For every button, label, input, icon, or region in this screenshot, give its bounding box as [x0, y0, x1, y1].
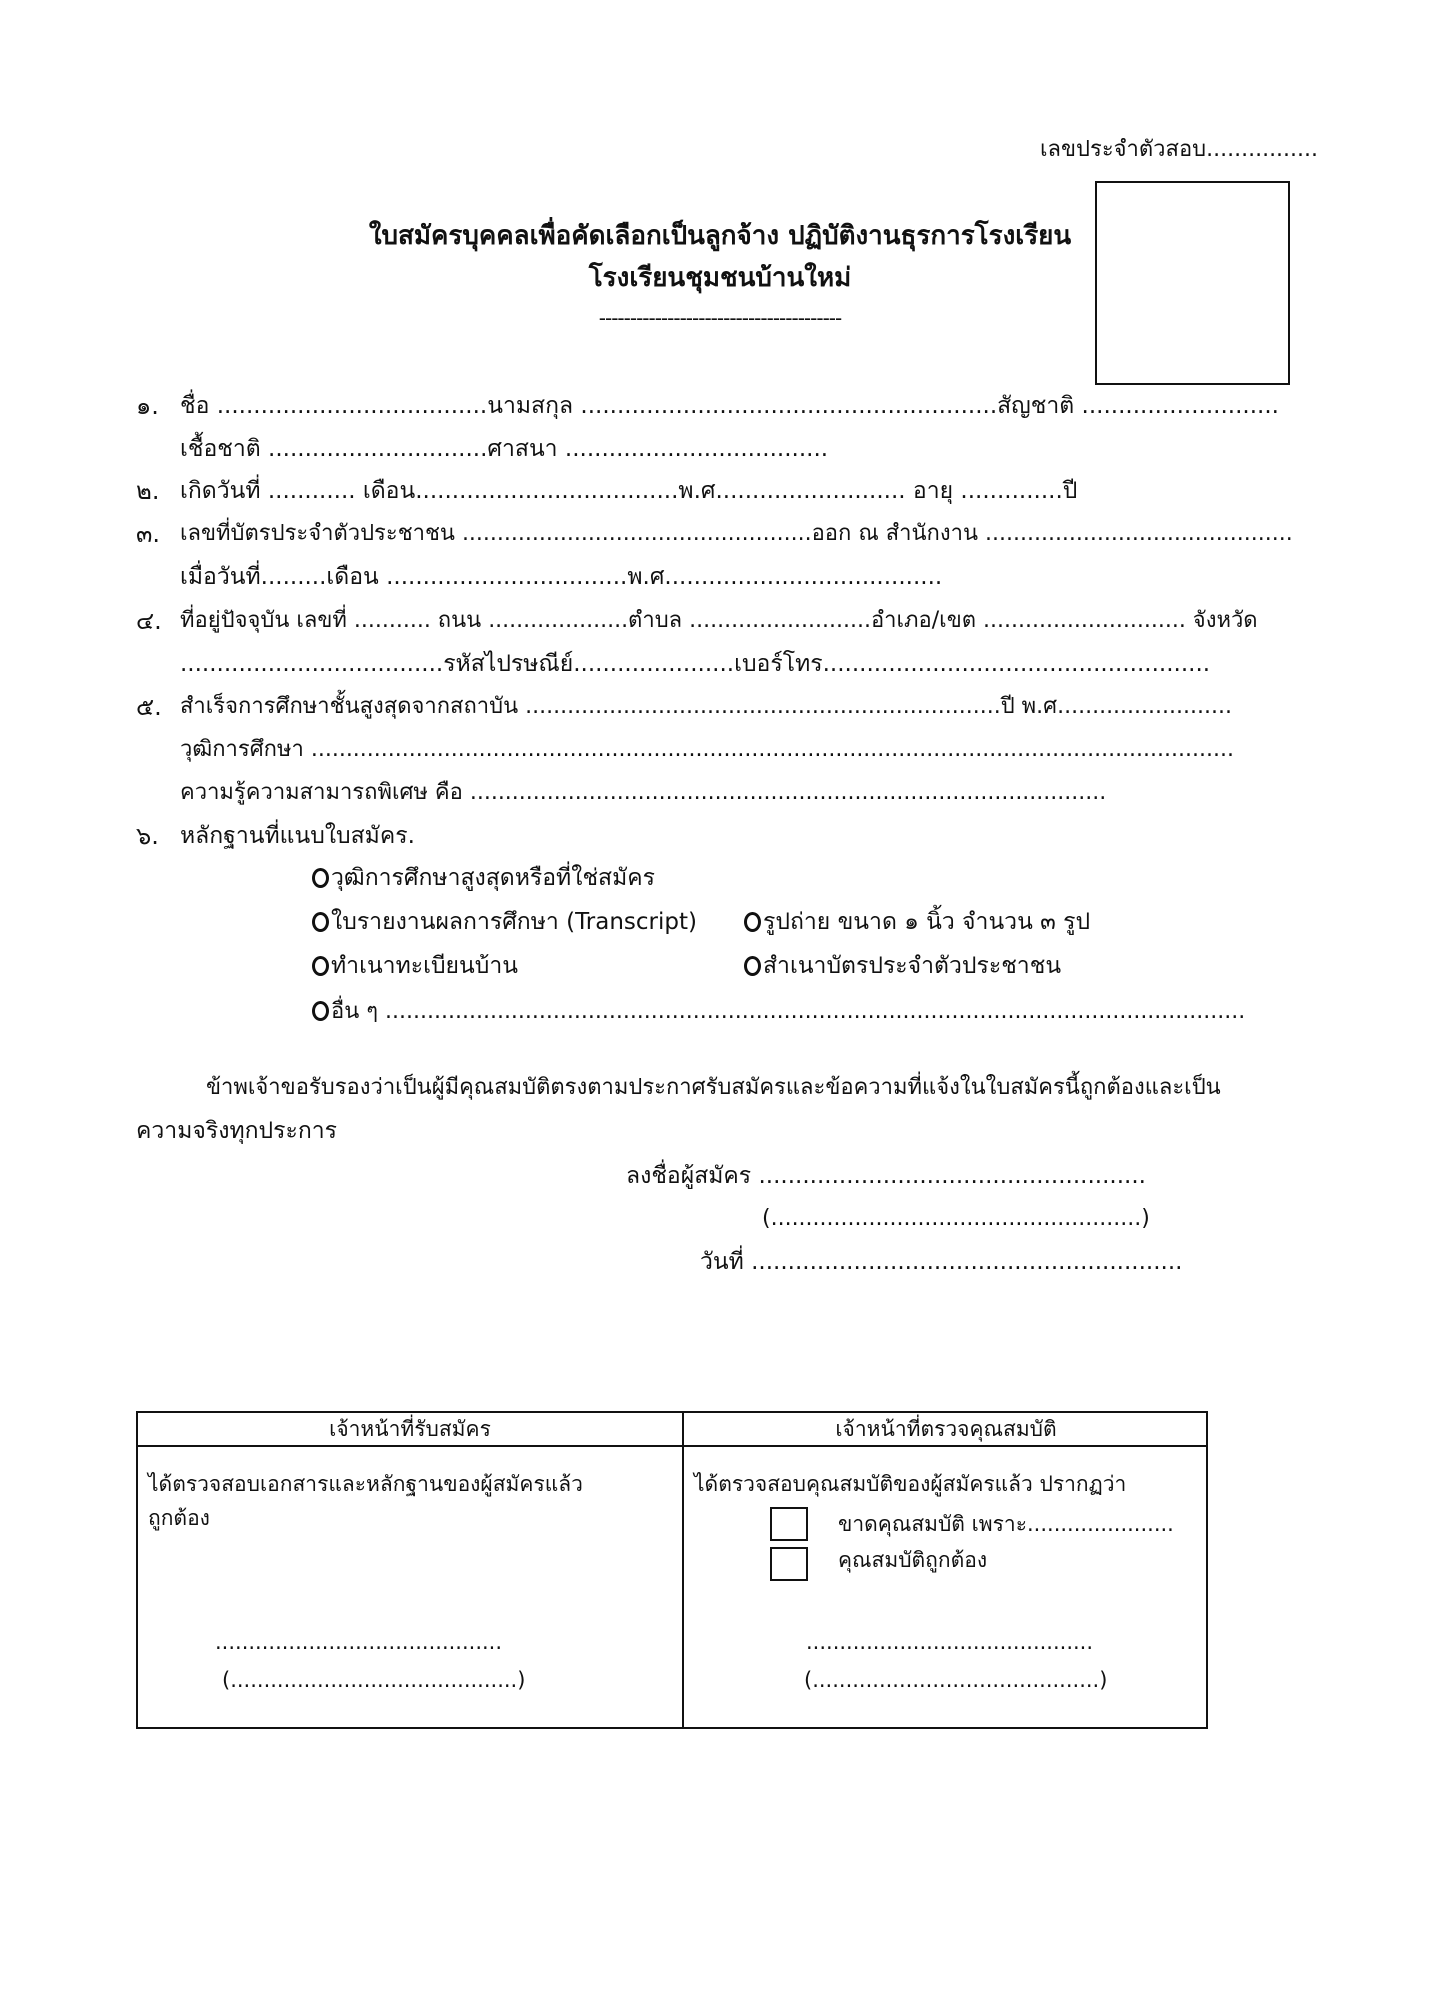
- applicant-name-line[interactable]: (.....................................................): [762, 1206, 1150, 1231]
- qualification-officer-name[interactable]: (...........................................): [804, 1668, 1108, 1692]
- radio-circle-icon[interactable]: [312, 868, 329, 888]
- form-title: ใบสมัครบุคคลเพื่อคัดเลือกเป็นลูกจ้าง ปฏิบัติงานธุรการโรงเรียน: [368, 221, 1072, 251]
- title-rule: ---------------------------------------: [598, 306, 842, 330]
- radio-circle-icon[interactable]: [744, 912, 761, 932]
- name-line[interactable]: ชื่อ .....................................นามสกุล .........................................................สัญชาติ ...........................: [180, 393, 1279, 419]
- item-number-2: ๒.: [136, 477, 160, 505]
- receiving-officer-header: เจ้าหน้าที่รับสมัคร: [329, 1417, 491, 1441]
- qualified-checkbox[interactable]: [770, 1547, 808, 1581]
- attachments-heading: หลักฐานที่แนบใบสมัคร.: [180, 823, 415, 849]
- table-column-divider: [682, 1413, 684, 1727]
- table-header-divider: [138, 1445, 1206, 1447]
- item-number-5: ๕.: [136, 693, 162, 721]
- birth-line[interactable]: เกิดวันที่ ............ เดือน....................................พ.ศ.......................... อายุ ..............ปี: [180, 478, 1078, 504]
- receiving-officer-text-cont: ถูกต้อง: [148, 1506, 210, 1530]
- attachment-option-transcript[interactable]: ใบรายงานผลการศึกษา (Transcript): [312, 906, 697, 938]
- attachment-option-house-registration[interactable]: ทำเนาทะเบียนบ้าน: [312, 950, 518, 982]
- item-number-1: ๑.: [136, 392, 159, 420]
- radio-circle-icon[interactable]: [312, 912, 329, 932]
- disqualified-label: ขาดคุณสมบัติ เพราะ......................: [838, 1512, 1174, 1536]
- attachment-option-other[interactable]: อื่น ๆ ...........................................................................................................................: [312, 996, 1245, 1028]
- item-number-4: ๔.: [136, 607, 162, 635]
- radio-circle-icon[interactable]: [312, 1001, 329, 1021]
- receiving-officer-text: ได้ตรวจสอบเอกสารและหลักฐานของผู้สมัครแล้ว: [148, 1472, 583, 1496]
- exam-id-field[interactable]: เลขประจำตัวสอบ................: [1040, 137, 1319, 162]
- postal-phone-line[interactable]: ....................................รหัสไปรษณีย์......................เบอร์โทร.....................................................: [180, 651, 1211, 677]
- qualification-line[interactable]: วุฒิการศึกษา ....................................................................................................................................: [180, 737, 1234, 762]
- receiving-officer-name[interactable]: (...........................................): [222, 1668, 526, 1692]
- disqualified-checkbox[interactable]: [770, 1507, 808, 1541]
- item-number-6: ๖.: [136, 822, 159, 850]
- item-number-3: ๓.: [136, 520, 161, 548]
- applicant-signature-line[interactable]: ลงชื่อผู้สมัคร .....................................................: [626, 1163, 1146, 1189]
- qualification-officer-header: เจ้าหน้าที่ตรวจคุณสมบัติ: [835, 1417, 1057, 1441]
- radio-circle-icon[interactable]: [312, 956, 329, 976]
- id-card-line[interactable]: เลขที่บัตรประจำตัวประชาชน ..................................................ออก ณ สำนักงาน ............................................: [180, 521, 1293, 546]
- id-issue-date-line[interactable]: เมื่อวันที่.........เดือน .................................พ.ศ......................................: [180, 564, 943, 590]
- declaration-text-cont: ความจริงทุกประการ: [136, 1118, 338, 1144]
- attachment-option-qualification[interactable]: วุฒิการศึกษาสูงสุดหรือที่ใช่สมัคร: [312, 862, 655, 894]
- special-skills-line[interactable]: ความรู้ความสามารถพิเศษ คือ ...........................................................................................: [180, 780, 1107, 805]
- application-date-line[interactable]: วันที่ ...........................................................: [700, 1249, 1183, 1275]
- qualification-officer-signature[interactable]: ...........................................: [806, 1630, 1094, 1654]
- address-line[interactable]: ที่อยู่ปัจจุบัน เลขที่ ........... ถนน ....................ตำบล ..........................อำเภอ/เขต ............................. จังหวัด: [180, 608, 1258, 633]
- school-name: โรงเรียนชุมชนบ้านใหม่: [588, 263, 852, 293]
- qualification-officer-text: ได้ตรวจสอบคุณสมบัติของผู้สมัครแล้ว ปรากฏว่า: [694, 1472, 1127, 1496]
- receiving-officer-signature[interactable]: ...........................................: [215, 1630, 503, 1654]
- office-use-table: [136, 1411, 1208, 1729]
- attachment-option-id-copy[interactable]: สำเนาบัตรประจำตัวประชาชน: [744, 950, 1061, 982]
- radio-circle-icon[interactable]: [744, 956, 761, 976]
- declaration-text: ข้าพเจ้าขอรับรองว่าเป็นผู้มีคุณสมบัติตรงตามประกาศรับสมัครและข้อความที่แจ้งในใบสมัครนี้ถูกต้องและเป็น: [206, 1075, 1221, 1100]
- qualified-label: คุณสมบัติถูกต้อง: [838, 1548, 988, 1572]
- education-line[interactable]: สำเร็จการศึกษาชั้นสูงสุดจากสถาบัน ....................................................................ปี พ.ศ.........................: [180, 694, 1232, 719]
- attachment-option-photo[interactable]: รูปถ่าย ขนาด ๑ นิ้ว จำนวน ๓ รูป: [744, 906, 1090, 938]
- ethnicity-religion-line[interactable]: เชื้อชาติ ..............................ศาสนา ....................................: [180, 436, 829, 462]
